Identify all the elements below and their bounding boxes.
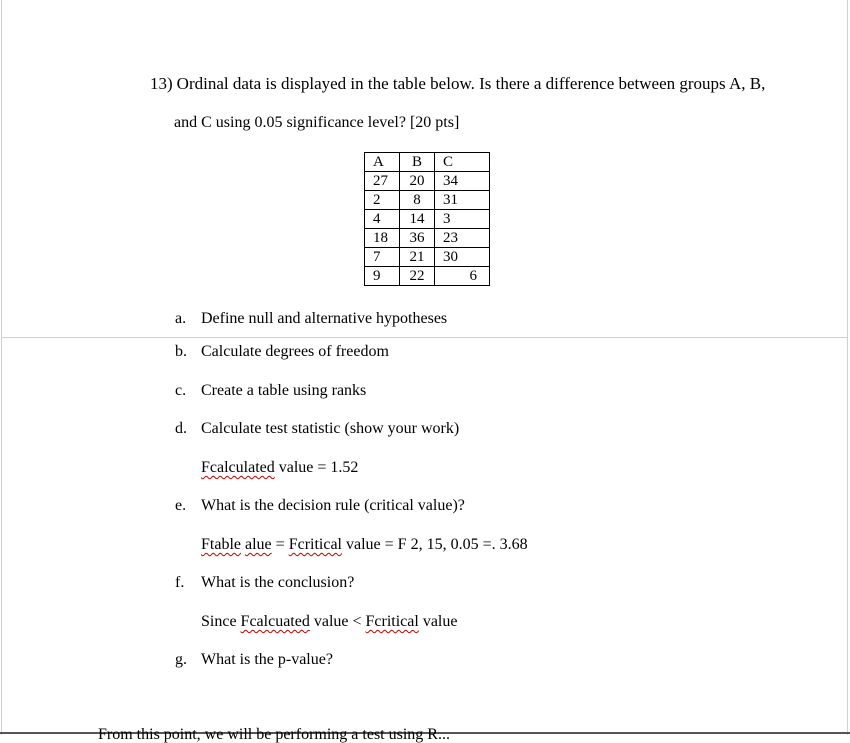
answer-d [201, 458, 358, 478]
header-b: B [400, 153, 435, 172]
answer-f [201, 612, 457, 632]
table-cell: 20 [400, 172, 435, 191]
table-cell: 7 [365, 248, 400, 267]
header-c: C [435, 153, 490, 172]
item-letter: f. [175, 574, 185, 591]
item-text: Create a table using ranks [201, 382, 367, 399]
answer-text: Since [201, 613, 241, 630]
item-g [175, 650, 333, 670]
answer-text: value = F 2, 15, 0.05 =. 3.68 [342, 536, 528, 553]
item-letter: b. [175, 343, 187, 360]
page-separator [2, 337, 847, 338]
table-cell: 36 [400, 229, 435, 248]
table-cell: 30 [435, 248, 490, 267]
cut-off-line: From this point, we will be performing a test using R... [98, 726, 450, 743]
question-line-1 [150, 74, 765, 94]
question-number: 13) [150, 74, 173, 93]
spellcheck-word: alue [245, 536, 272, 553]
item-letter: e. [175, 497, 187, 514]
item-c [175, 381, 366, 401]
table-row [365, 248, 490, 267]
cut-off-text [98, 726, 450, 743]
answer-text: value = 1.52 [274, 459, 359, 476]
question-line-2: and C using 0.05 significance level? [20 pts] [174, 114, 460, 131]
table-cell: 34 [435, 172, 490, 191]
table-cell: 8 [400, 191, 435, 210]
ordinal-data-table [364, 152, 490, 286]
header-a: A [365, 153, 400, 172]
table-cell: 27 [365, 172, 400, 191]
table-row [365, 210, 490, 229]
table-row [365, 229, 490, 248]
spellcheck-word: Fcalcuated [240, 613, 310, 630]
answer-text: value [418, 613, 458, 630]
page-border-left [1, 0, 2, 735]
table-cell: 6 [435, 267, 490, 286]
item-text: What is the conclusion? [201, 574, 355, 591]
table-header-row [365, 153, 490, 172]
item-letter: g. [175, 651, 187, 668]
item-text: Calculate test statistic (show your work) [201, 420, 460, 437]
item-letter: d. [175, 420, 187, 437]
table-row [365, 267, 490, 286]
item-text: What is the decision rule (critical value)? [201, 497, 465, 514]
table-cell: 23 [435, 229, 490, 248]
table-cell: 22 [400, 267, 435, 286]
table-cell: 14 [400, 210, 435, 229]
answer-text: = [271, 536, 289, 553]
table-cell: 31 [435, 191, 490, 210]
item-letter: c. [175, 382, 187, 399]
spellcheck-word: Ftable [201, 536, 241, 553]
item-text: What is the p-value? [201, 651, 333, 668]
spellcheck-word: Fcritical [288, 536, 342, 553]
answer-text: value < [309, 613, 366, 630]
table-cell: 2 [365, 191, 400, 210]
item-b [175, 342, 389, 362]
table-cell: 18 [365, 229, 400, 248]
item-text: Define null and alternative hypotheses [201, 310, 448, 327]
table-row [365, 191, 490, 210]
table-row [365, 172, 490, 191]
table-cell: 9 [365, 267, 400, 286]
table-cell: 21 [400, 248, 435, 267]
item-f [175, 573, 354, 593]
item-text: Calculate degrees of freedom [201, 343, 389, 360]
answer-e [201, 535, 528, 555]
item-d [175, 419, 459, 439]
item-letter: a. [175, 310, 187, 327]
question-text-1: Ordinal data is displayed in the table below. Is there a difference between groups A, B, [176, 74, 766, 93]
item-e [175, 496, 465, 516]
item-a [175, 309, 447, 329]
table-cell: 3 [435, 210, 490, 229]
spellcheck-word: Fcritical [365, 613, 419, 630]
page-border-right [847, 0, 848, 735]
table-cell: 4 [365, 210, 400, 229]
spellcheck-word: Fcalculated [201, 459, 275, 476]
